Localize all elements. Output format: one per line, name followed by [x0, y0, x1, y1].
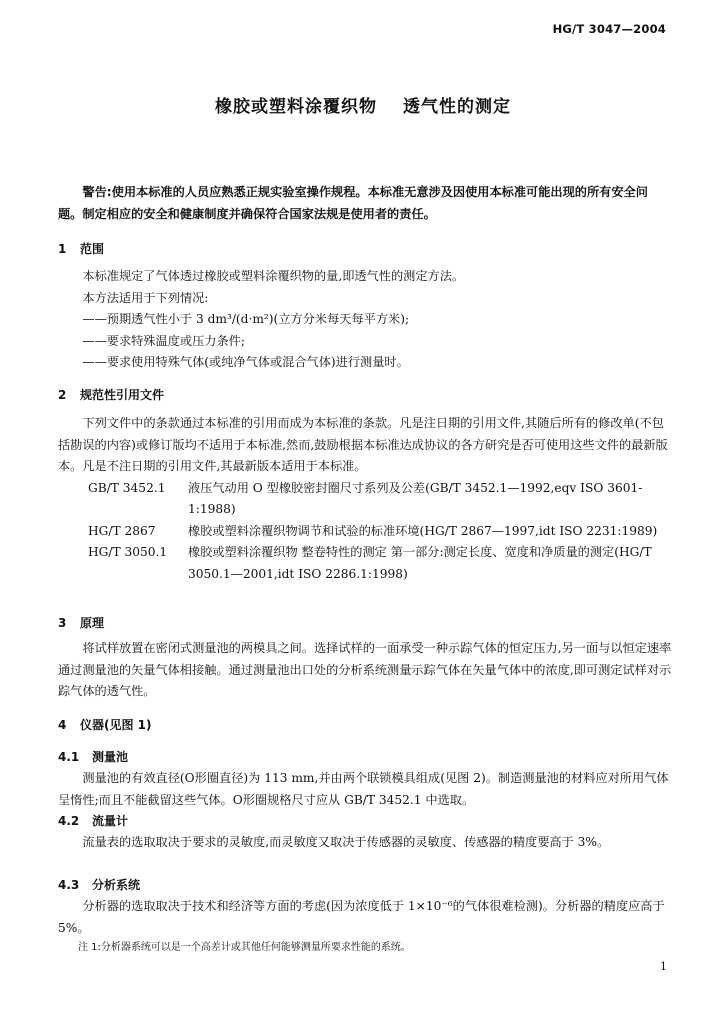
reference-item: GB/T 3452.1 液压气动用 O 型橡胶密封圈尺寸系列及公差(GB/T 3452.1—1992,eqv ISO 3601-1:1988) [88, 480, 643, 516]
section-2-heading: 2 规范性引用文件 [58, 388, 165, 402]
list-item: ——要求特殊温度或压力条件; [82, 333, 245, 348]
subsection-4-3-body [58, 896, 672, 957]
section-3-paragraph: 将试样放置在密闭式测量池的两模具之间。选择试样的一面承受一种示踪气体的恒定压力,另一面与以恒定速率通过测量池的矢量气体相接触。通过测量池出口处的分析系统测量示踪气体在矢量气体中的浓度,即可测定试样对示踪气体的透气性。 [58, 641, 672, 698]
note-1: 注 1:分析器系统可以是一个高差计或其他任何能够测量所要求性能的系统。 [78, 942, 411, 953]
section-1-applicability: 本方法适用于下列情况: [82, 290, 209, 305]
subsection-4-1-body [58, 768, 672, 811]
section-4-heading: 4 仪器(见图 1) [58, 718, 152, 732]
reference-item: HG/T 3050.1 橡胶或塑料涂覆织物 整卷特性的测定 第一部分:测定长度、宽度和净质量的测定(HG/T 3050.1—2001,idt ISO 2286.1:1998) [88, 545, 652, 581]
document-title [0, 92, 726, 117]
warning-text: 警告:使用本标准的人员应熟悉正规实验室操作规程。本标准无意涉及因使用本标准可能出现的所有安全问题。制定相应的安全和健康制度并确保符合国家法规是使用者的责任。 [58, 185, 648, 221]
subsection-4-2-heading: 4.2 流量计 [58, 814, 129, 828]
warning-block [58, 182, 672, 225]
subsection-4-3-paragraph: 分析器的选取取决于技术和经济等方面的考虑(因为浓度低于 1×10⁻⁶的气体很难检测)。分析器的精度应高于 5%。 [58, 899, 665, 935]
subsection-4-2-paragraph: 流量表的选取取决于要求的灵敏度,而灵敏度又取决于传感器的灵敏度、传感器的精度要高于 3%。 [82, 835, 610, 849]
subsection-4-2-body [58, 832, 672, 854]
section-1-body [58, 266, 672, 374]
list-item: ——预期透气性小于 3 dm³/(d·m²)(立方分米每天每平方米); [82, 312, 410, 326]
subsection-4-1-heading: 4.1 测量池 [58, 750, 129, 764]
subsection-4-1-paragraph: 测量池的有效直径(O形圈直径)为 113 mm,并由两个联锁模具组成(见图 2)。制造测量池的材料应对所用气体呈惰性;而且不能截留这些气体。O形圈规格尺寸应从 GB/T 3452.1 中选取。 [58, 771, 669, 807]
title-part-1: 橡胶或塑料涂覆织物 [215, 97, 377, 117]
section-1-heading: 1 范围 [58, 242, 105, 256]
subsection-4-3-heading: 4.3 分析系统 [58, 878, 141, 892]
section-2-body [58, 413, 672, 585]
section-2-paragraph: 下列文件中的条款通过本标准的引用而成为本标准的条款。凡是注日期的引用文件,其随后所有的修改单(不包括勘误的内容)或修订版均不适用于本标准,然而,鼓励根据本标准达成协议的各方研究是否可使用这些文件的最新版本。凡是不注日期的引用文件,其最新版本适用于本标准。 [58, 416, 668, 473]
list-item: ——要求使用特殊气体(或纯净气体或混合气体)进行测量时。 [82, 355, 409, 369]
standard-code: HG/T 3047—2004 [552, 22, 666, 36]
reference-item: HG/T 2867 橡胶或塑料涂覆织物调节和试验的标准环境(HG/T 2867—1997,idt ISO 2231:1989) [88, 523, 658, 538]
section-1-paragraph: 本标准规定了气体透过橡胶或塑料涂覆织物的量,即透气性的测定方法。 [82, 269, 465, 283]
section-3-heading: 3 原理 [58, 616, 105, 630]
title-part-2: 透气性的测定 [403, 97, 511, 117]
page-number: 1 [660, 960, 667, 973]
section-3-body [58, 638, 672, 703]
